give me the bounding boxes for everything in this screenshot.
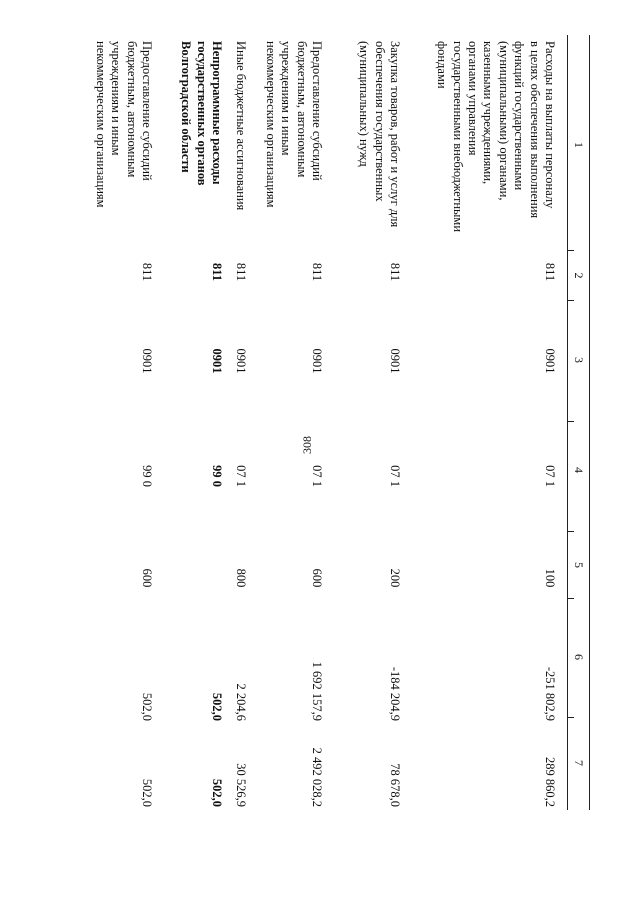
row-col-6: 502,0 [210, 692, 224, 721]
row-col-3: 0901 [234, 348, 248, 374]
table-row [432, 35, 557, 810]
row-col-2: 811 [234, 262, 248, 282]
header-col-7: 7 [572, 760, 586, 766]
row-col-6: 502,0 [140, 692, 154, 721]
column-divider [567, 598, 574, 599]
row-col-4: 07 1 [310, 465, 324, 487]
row-col-5: 800 [234, 568, 248, 588]
row-col-7: 502,0 [140, 778, 154, 807]
row-col-4: 07 1 [543, 465, 557, 487]
row-col-6: -184 204,9 [388, 666, 402, 721]
column-divider [567, 300, 574, 301]
row-col-5: 200 [388, 568, 402, 588]
table-row [230, 35, 248, 810]
row-col-7: 30 526,9 [234, 763, 248, 807]
row-col-2: 811 [388, 262, 402, 282]
row-col-5: 600 [310, 568, 324, 588]
row-name: Иные бюджетные ассигнования [234, 41, 248, 211]
header-col-4: 4 [572, 467, 586, 473]
row-col-5: 100 [543, 568, 557, 588]
header-top-line [589, 35, 590, 810]
row-col-2: 811 [210, 262, 224, 282]
header-col-1: 1 [572, 142, 586, 148]
column-divider [567, 531, 574, 532]
row-name: Предоставление субсидий бюджетным, автономным учреждениям и иным некоммерческим организациям [263, 41, 324, 208]
row-col-3: 0901 [310, 348, 324, 374]
row-col-2: 811 [310, 262, 324, 282]
row-col-3: 0901 [388, 348, 402, 374]
table-row [89, 35, 154, 810]
row-name: Предоставление субсидий бюджетным, автономным учреждениям и иным некоммерческим организациям [93, 41, 154, 208]
column-divider [567, 717, 574, 718]
row-name: Расходы на выплаты персоналу в целях обеспечения выполнения функций государственными (муниципальными) органами, казенными учреждениями, органами управления государственными внебюджетными фондами [435, 41, 557, 233]
row-col-7: 2 492 028,2 [310, 747, 324, 807]
row-col-4: 07 1 [388, 465, 402, 487]
column-divider [567, 421, 574, 422]
row-col-6: -251 802,9 [543, 666, 557, 721]
column-divider [567, 250, 574, 251]
header-col-2: 2 [572, 272, 586, 279]
row-col-7: 78 678,0 [388, 763, 402, 807]
row-col-3: 0901 [543, 348, 557, 374]
row-col-6: 1 692 157,9 [310, 661, 324, 721]
table-row [174, 35, 224, 810]
row-name: Закупка товаров, работ и услуг для обеспечения государственных (муниципальных) нужд [357, 41, 402, 228]
row-col-2: 811 [543, 262, 557, 282]
header-col-5: 5 [572, 562, 586, 568]
row-col-4: 99 0 [140, 465, 154, 487]
header-col-3: 3 [572, 357, 586, 363]
row-col-3: 0901 [210, 348, 224, 374]
header-col-6: 6 [572, 654, 586, 660]
row-col-5: 600 [140, 568, 154, 588]
page-number: 308 [300, 436, 314, 454]
row-col-7: 502,0 [210, 778, 224, 807]
table-row [352, 35, 402, 810]
row-name: Непрограммные расходы государственных органов Волгоградской области [179, 41, 224, 186]
row-col-7: 289 860,2 [543, 757, 557, 807]
row-col-2: 811 [140, 262, 154, 282]
row-col-6: 2 204,6 [234, 683, 248, 721]
row-col-3: 0901 [140, 348, 154, 374]
budget-table [20, 35, 590, 810]
row-col-4: 99 0 [210, 465, 224, 487]
row-col-4: 07 1 [234, 465, 248, 487]
table-row [259, 35, 324, 810]
header-bottom-line [567, 35, 568, 810]
